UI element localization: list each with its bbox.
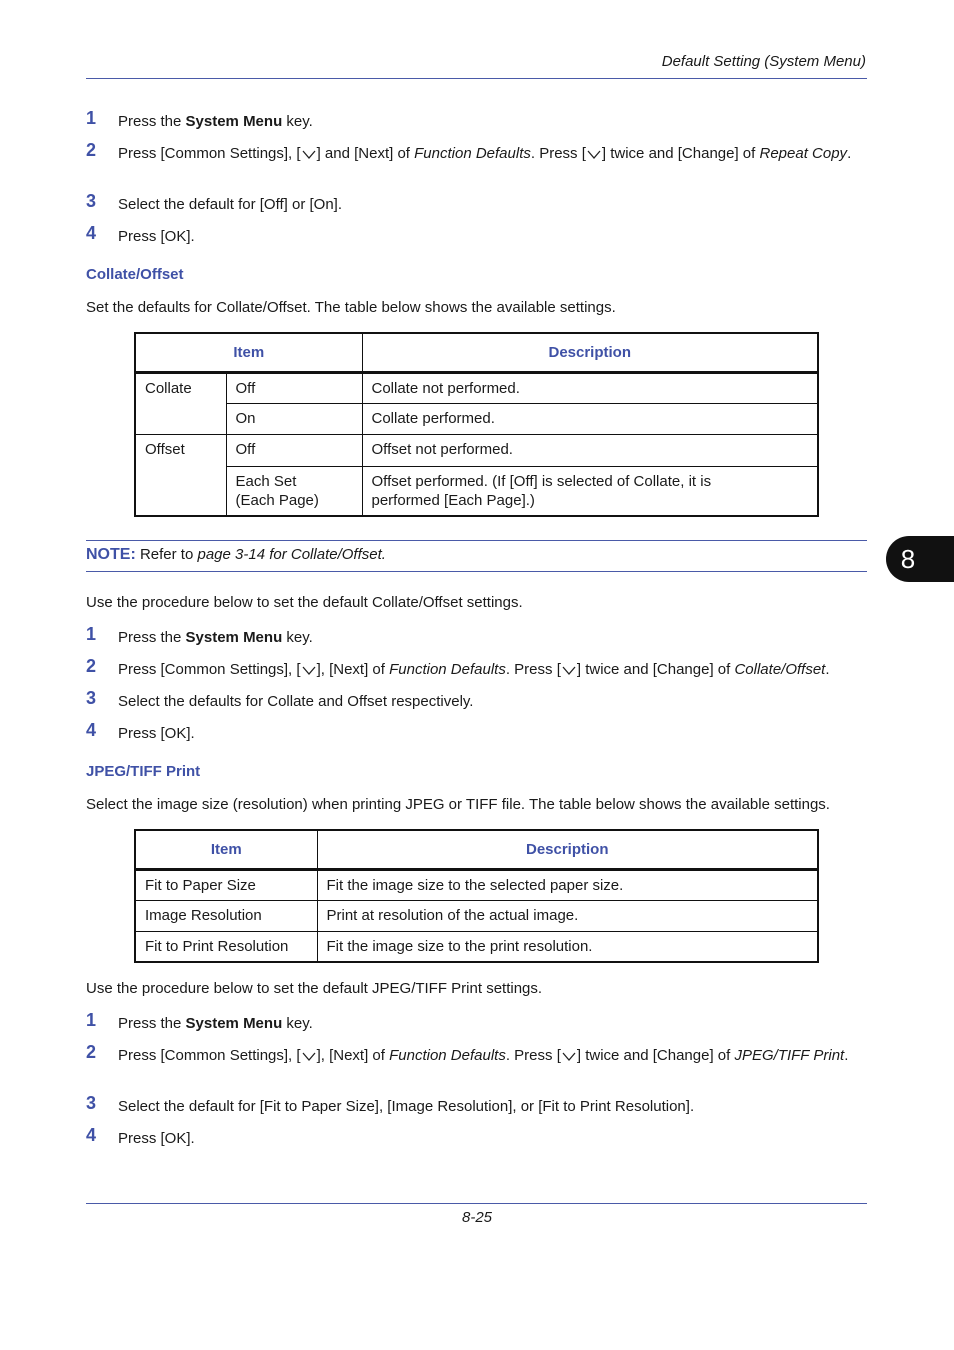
note-link: page 3-14 for Collate/Offset. (197, 546, 386, 563)
table-cell-desc: Offset not performed. (362, 434, 818, 466)
note-box (86, 540, 867, 572)
footer-rule (86, 1203, 867, 1204)
chevron-down-icon (301, 1050, 317, 1062)
step-text: Press [OK]. (118, 725, 195, 742)
step-a1 (86, 108, 867, 132)
collate-procedure: Use the procedure below to set the default Collate/Offset settings. (86, 594, 523, 611)
table-row (135, 869, 818, 900)
table-cell-group: Offset (135, 434, 226, 516)
table-cell-desc: Fit the image size to the print resolution. (317, 931, 818, 962)
step-number: 4 (86, 1125, 97, 1145)
table-cell-sub: Off (226, 372, 362, 403)
step-number: 3 (86, 1093, 97, 1113)
table-header-description: Description (362, 333, 818, 372)
table-row (135, 900, 818, 931)
table-cell-desc: Collate not performed. (362, 372, 818, 403)
step-number: 2 (86, 656, 97, 676)
chevron-down-icon (561, 664, 577, 676)
step-b3 (86, 688, 867, 712)
chevron-down-icon (301, 148, 317, 160)
jpeg-intro: Select the image size (resolution) when printing JPEG or TIFF file. The table below shows the available settings. (86, 796, 830, 813)
table-cell-item: Fit to Print Resolution (135, 931, 317, 962)
step-text: Press [Common Settings], [ ], [Next] of Function Defaults. Press [ ] twice and [Change] of Collate/Offset. (118, 661, 830, 678)
step-text: Press [Common Settings], [ ] and [Next] of Function Defaults. Press [ ] twice and [Change] of Repeat Copy. (118, 145, 852, 162)
step-text: Press the System Menu key. (118, 1015, 313, 1032)
section-heading-collate: Collate/Offset (86, 266, 184, 283)
table-cell-desc: Print at resolution of the actual image. (317, 900, 818, 931)
jpeg-table (134, 829, 819, 963)
section-heading-jpeg: JPEG/TIFF Print (86, 763, 201, 780)
note-text: NOTE: Refer to page 3-14 for Collate/Offset. (86, 546, 386, 563)
step-c4 (86, 1125, 867, 1149)
step-text: Select the defaults for Collate and Offset respectively. (118, 693, 474, 710)
step-a3 (86, 191, 867, 215)
table-header-item: Item (135, 333, 362, 372)
step-a4 (86, 223, 867, 247)
step-number: 1 (86, 624, 97, 644)
page-number: 8-25 (461, 1209, 493, 1226)
table-cell-desc: Fit the image size to the selected paper size. (317, 869, 818, 900)
step-number: 4 (86, 223, 97, 243)
step-c1 (86, 1010, 867, 1034)
step-number: 2 (86, 140, 97, 160)
step-number: 1 (86, 108, 97, 128)
table-row (135, 434, 818, 466)
table-header-description: Description (317, 830, 818, 869)
step-text: Press the System Menu key. (118, 113, 313, 130)
header-rule (86, 78, 867, 79)
running-header: Default Setting (System Menu) (661, 53, 866, 70)
step-c2 (86, 1042, 867, 1086)
step-c3 (86, 1093, 867, 1117)
table-cell-sub: On (226, 403, 362, 434)
note-label: NOTE: (86, 546, 136, 563)
chevron-down-icon (586, 148, 602, 160)
collate-table (134, 332, 819, 517)
step-a2 (86, 140, 867, 184)
step-number: 4 (86, 720, 97, 740)
step-b1 (86, 624, 867, 648)
step-number: 2 (86, 1042, 97, 1062)
table-row (135, 372, 818, 403)
table-row (135, 403, 818, 434)
table-cell-desc: Collate performed. (362, 403, 818, 434)
table-cell-desc: Offset performed. (If [Off] is selected of Collate, it is performed [Each Page].) (362, 466, 818, 516)
step-text: Press the System Menu key. (118, 629, 313, 646)
step-number: 1 (86, 1010, 97, 1030)
table-cell-group: Collate (135, 372, 226, 434)
chevron-down-icon (561, 1050, 577, 1062)
step-text: Press [OK]. (118, 228, 195, 245)
chevron-down-icon (301, 664, 317, 676)
table-row (135, 466, 818, 516)
table-row (135, 931, 818, 962)
table-header-item: Item (135, 830, 317, 869)
step-b2 (86, 656, 867, 680)
step-text: Select the default for [Fit to Paper Size], [Image Resolution], or [Fit to Print Resolution]. (118, 1098, 695, 1115)
step-number: 3 (86, 191, 97, 211)
collate-intro: Set the defaults for Collate/Offset. The table below shows the available settings. (86, 299, 616, 316)
step-number: 3 (86, 688, 97, 708)
step-b4 (86, 720, 867, 744)
chapter-tab: 8 (886, 536, 954, 582)
table-cell-item: Fit to Paper Size (135, 869, 317, 900)
table-cell-sub: Each Set (Each Page) (226, 466, 362, 516)
step-text: Select the default for [Off] or [On]. (118, 196, 343, 213)
jpeg-procedure: Use the procedure below to set the default JPEG/TIFF Print settings. (86, 980, 543, 997)
step-text: Press [Common Settings], [ ], [Next] of Function Defaults. Press [ ] twice and [Change] of JPEG/TIFF Print. (118, 1047, 849, 1064)
table-cell-sub: Off (226, 434, 362, 466)
step-text: Press [OK]. (118, 1130, 195, 1147)
table-cell-item: Image Resolution (135, 900, 317, 931)
